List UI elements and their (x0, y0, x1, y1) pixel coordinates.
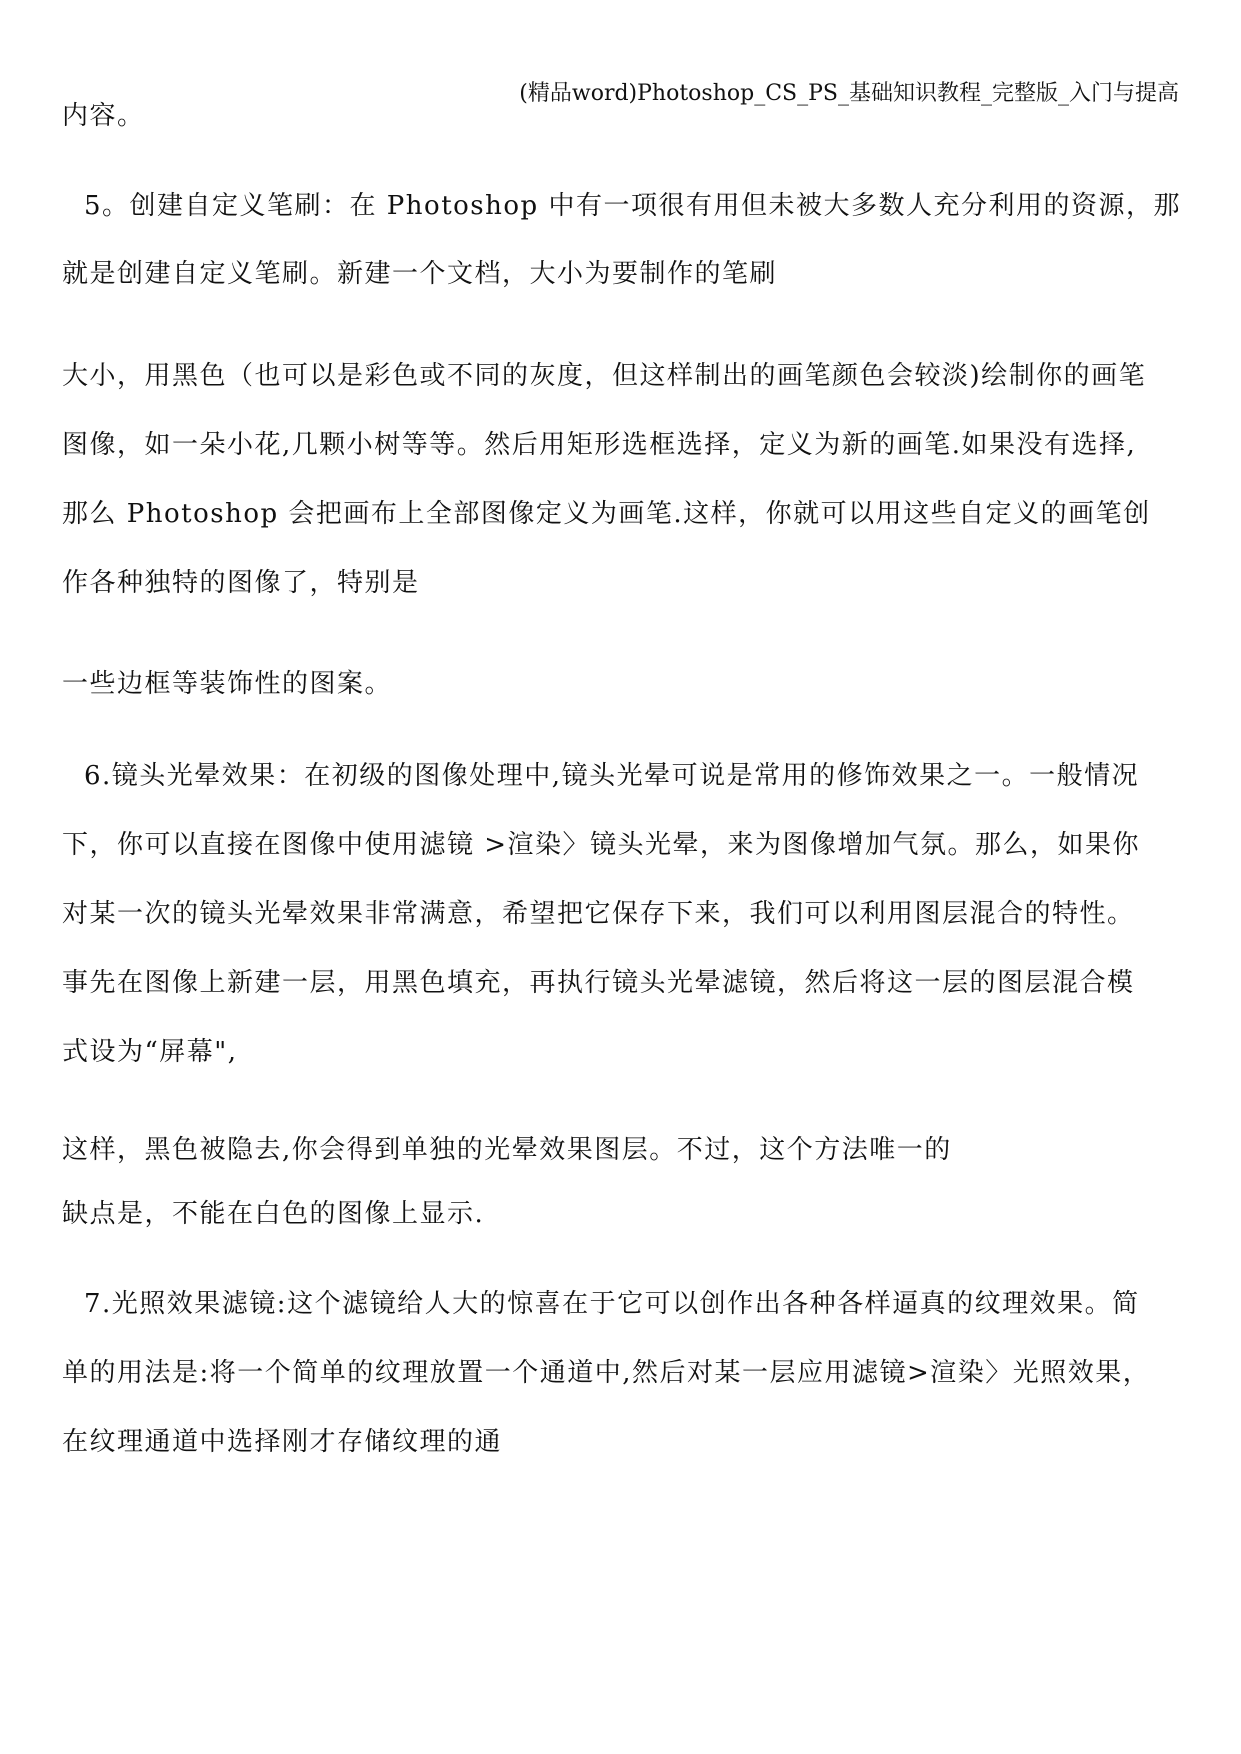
paragraph-6-heading-line: 6.镜头光晕效果：在初级的图像处理中,镜头光晕可说是常用的修饰效果之一。一般情况 (84, 761, 1140, 791)
running-header: (精品word)Photoshop_CS_PS_基础知识教程_完整版_入门与提高 (519, 81, 1179, 106)
text-line: 下，你可以直接在图像中使用滤镜 >渲染〉镜头光晕，来为图像增加气氛。那么，如果你 (62, 830, 1141, 860)
text-line: 这样，黑色被隐去,你会得到单独的光晕效果图层。不过，这个方法唯一的 (62, 1135, 952, 1165)
text-line: 图像，如一朵小花,几颗小树等等。然后用矩形选框选择，定义为新的画笔.如果没有选择, (62, 430, 1137, 460)
text-line: 一些边框等装饰性的图案。 (62, 669, 393, 699)
text-line: 单的用法是:将一个简单的纹理放置一个通道中,然后对某一层应用滤镜>渲染〉光照效果， (62, 1358, 1151, 1388)
text-line: 大小，用黑色（也可以是彩色或不同的灰度，但这样制出的画笔颜色会较淡)绘制你的画笔 (62, 361, 1147, 391)
text-line: 在纹理通道中选择刚才存储纹理的通 (62, 1427, 503, 1457)
text-line: 那么 Photoshop 会把画布上全部图像定义为画笔.这样，你就可以用这些自定义的画笔创 (62, 499, 1151, 529)
text-line: 作各种独特的图像了，特别是 (62, 568, 420, 598)
text-line: 就是创建自定义笔刷。新建一个文档，大小为要制作的笔刷 (62, 259, 778, 289)
text-line: 事先在图像上新建一层，用黑色填充，再执行镜头光晕滤镜，然后将这一层的图层混合模 (62, 968, 1135, 998)
text-line: 内容。 (62, 101, 145, 131)
text-line: 对某一次的镜头光晕效果非常满意，希望把它保存下来，我们可以利用图层混合的特性。 (62, 899, 1135, 929)
text-line: 式设为“屏幕", (62, 1037, 238, 1067)
paragraph-5-heading-line: 5。创建自定义笔刷：在 Photoshop 中有一项很有用但未被大多数人充分利用的资源，那 (84, 191, 1181, 221)
paragraph-7-heading-line: 7.光照效果滤镜:这个滤镜给人大的惊喜在于它可以创作出各种各样逼真的纹理效果。简 (84, 1289, 1140, 1319)
text-line: 缺点是，不能在白色的图像上显示. (62, 1199, 485, 1229)
